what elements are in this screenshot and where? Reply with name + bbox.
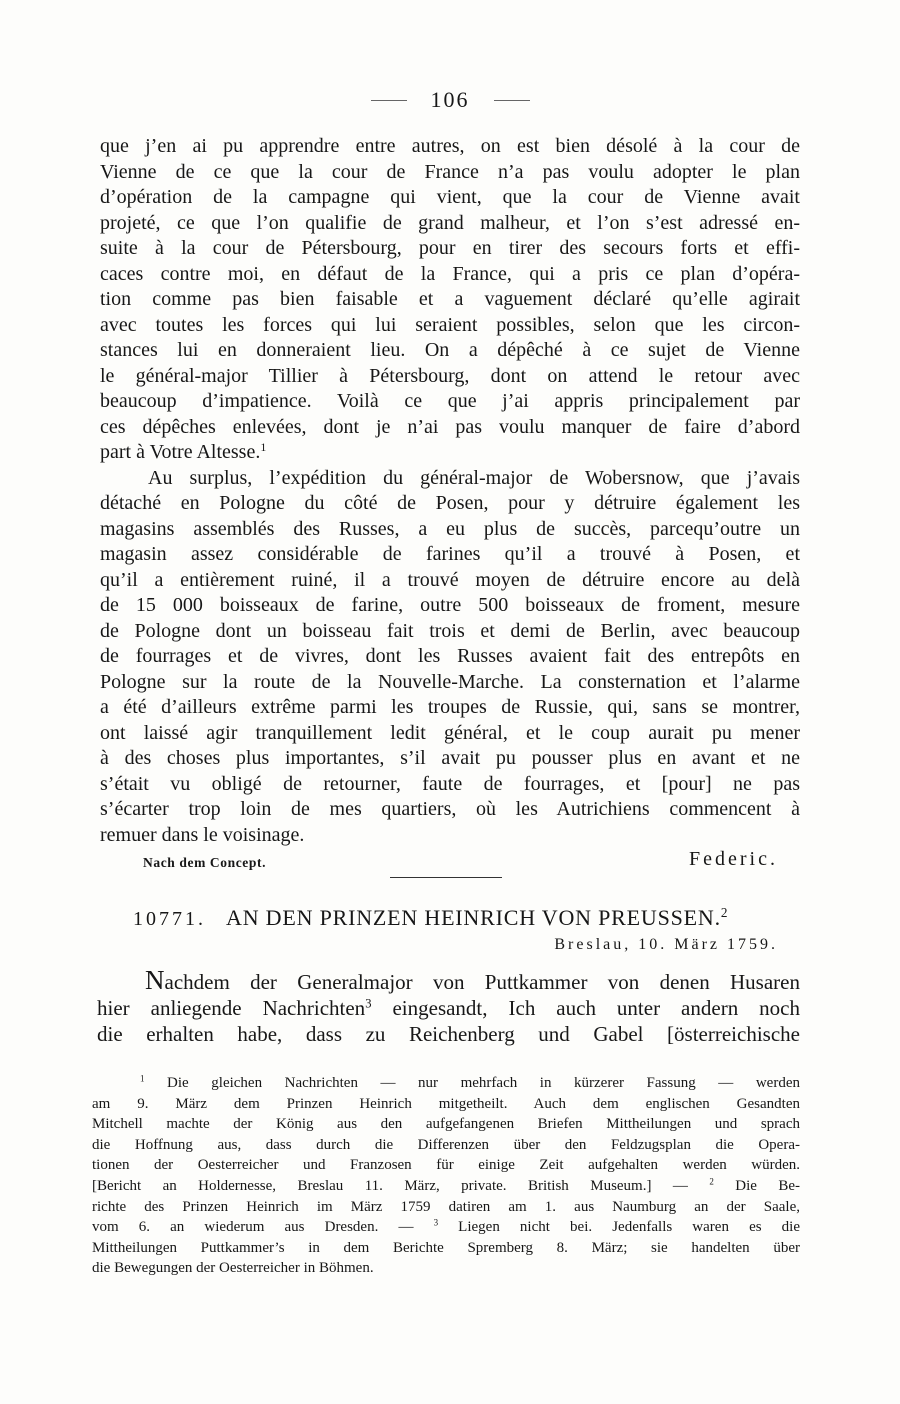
letter-addressee bbox=[226, 905, 728, 931]
letter-body-german bbox=[97, 967, 800, 1047]
text-line: Pologne sur la route de la Nouvelle-Marche. La consternation et l’alarme bbox=[100, 670, 800, 693]
source-note: Nach dem Concept. bbox=[143, 855, 267, 870]
text-line: stances lui en donneraient lieu. On a dépêché à ce sujet de Vienne bbox=[100, 339, 800, 361]
text-line: richte des Prinzen Heinrich im März 1759 datiren am 1. aus Naumburg an der Saale, bbox=[92, 1198, 800, 1215]
text-line: Vienne de ce que la cour de France n’a pas voulu adopter le plan bbox=[100, 160, 800, 183]
dateline: Breslau, 10. März 1759. bbox=[554, 936, 778, 953]
text-line: Mitchell machte der König aus den aufgefangenen Briefen Mittheilungen und sprach bbox=[92, 1116, 800, 1133]
paragraph bbox=[100, 466, 800, 849]
text-line: [Bericht an Holdernesse, Breslau 11. März, private. British Museum.] — $^2$ Die Be- bbox=[92, 1176, 800, 1194]
footnote-block bbox=[92, 1073, 800, 1279]
text-line: qu’il a entièrement ruiné, il a trouvé moyen de détruire encore au delà bbox=[100, 568, 800, 591]
letter-addressee-text: AN DEN PRINZEN HEINRICH VON PREUSSEN. bbox=[226, 905, 721, 930]
text-line: remuer dans le voisinage. bbox=[100, 823, 305, 846]
text-line: détaché en Pologne du côté de Posen, pour y détruire également les bbox=[100, 492, 800, 514]
text-line: tion comme pas bien faisable et a vaguement déclaré qu’elle agirait bbox=[100, 288, 800, 310]
text-line: $^1$ Die gleichen Nachrichten — nur mehrfach in kürzerer Fassung — werden bbox=[140, 1073, 800, 1091]
text-line: le général-major Tillier à Pétersbourg, dont on attend le retour avec bbox=[100, 364, 800, 387]
letter-heading bbox=[133, 905, 728, 931]
text-line: projeté, ce que l’on qualifie de grand malheur, et l’on s’est adressé en- bbox=[100, 211, 800, 234]
text-line: ont laissé agir tranquillement ledit général, et le coup aurait pu mener bbox=[100, 721, 800, 744]
footnote-marker: 1 bbox=[260, 439, 267, 454]
text-line: d’opération de la campagne qui vient, que la cour de Vienne avait bbox=[100, 186, 800, 208]
text-line: de Pologne dont un boisseau fait trois et demi de Berlin, avec beaucoup bbox=[100, 619, 800, 642]
text-line: que j’en ai pu apprendre entre autres, on est bien désolé à la cour de bbox=[100, 135, 800, 157]
header-rule-right bbox=[494, 100, 530, 101]
text-line: Mittheilungen Puttkammer’s in dem Berichte Spremberg 8. März; sie handelten über bbox=[92, 1239, 800, 1256]
text-line: die Hoffnung aus, dass durch die Differenzen über den Feldzugsplan die Opera- bbox=[92, 1136, 800, 1153]
letter-body-french bbox=[100, 134, 800, 848]
text-line: ces dépêches enlevées, dont je n’ai pas voulu manquer de faire d’abord bbox=[100, 415, 800, 438]
text-line: à des choses plus importantes, s’il avait pu pousser plus en avant et ne bbox=[100, 747, 800, 769]
page-header bbox=[0, 87, 900, 113]
text-line: part à Votre Altesse.$^1$ bbox=[100, 439, 267, 463]
text-line: am 9. März dem Prinzen Heinrich mitgetheilt. Auch dem englischen Gesandten bbox=[92, 1095, 800, 1112]
text-line: die erhalten habe, dass zu Reichenberg und Gabel [österreichische bbox=[97, 1022, 800, 1046]
text-line: hier anliegende Nachrichten$^3$ eingesandt, Ich auch unter andern noch bbox=[97, 996, 800, 1020]
text-line: s’était vu obligé de retourner, faute de fourrages, et [pour] ne pas bbox=[100, 772, 800, 795]
text-line: vom 6. an wiederum aus Dresden. — $^3$ Liegen nicht bei. Jedenfalls waren es die bbox=[92, 1217, 800, 1236]
footnote-marker: 2 bbox=[709, 1176, 714, 1187]
text-line: s’écarter trop loin de mes quartiers, où les Autrichiens commencent à bbox=[100, 798, 800, 820]
text-line: die Bewegungen der Oesterreicher in Böhmen. bbox=[92, 1260, 374, 1277]
footnote-marker: 3 bbox=[365, 996, 372, 1011]
text-line: magasin assez considérable de farines qu’il a trouvé à Posen, et bbox=[100, 543, 800, 565]
page-number: 106 bbox=[430, 87, 470, 112]
letter-number: 10771. bbox=[133, 908, 206, 930]
text-line: tionen der Oesterreicher und Franzosen für einige Zeit aufgehalten werden würden. bbox=[92, 1157, 800, 1174]
paragraph bbox=[97, 967, 800, 1047]
text-line: avec toutes les forces qui lui seraient possibles, selon que les circon- bbox=[100, 313, 800, 336]
footnote-marker: 1 bbox=[140, 1073, 145, 1084]
signature: Federic. bbox=[689, 848, 778, 870]
text-line: de 15 000 boisseaux de farine, outre 500 boisseaux de froment, mesure bbox=[100, 594, 800, 616]
header-rule-left bbox=[371, 100, 407, 101]
footnote-marker: 2 bbox=[720, 905, 729, 921]
text-line: suite à la cour de Pétersbourg, pour en tirer des secours forts et effi- bbox=[100, 237, 800, 259]
paragraph bbox=[100, 134, 800, 466]
text-line: a été d’ailleurs extrême parmi les troupes de Russie, qui, sans se montrer, bbox=[100, 696, 800, 718]
text-line: caces contre moi, en défaut de la France, qui a pris ce plan d’opéra- bbox=[100, 262, 800, 285]
text-line: beaucoup d’impatience. Voilà ce que j’ai appris principalement par bbox=[100, 390, 800, 412]
text-line: Au surplus, l’expédition du général-major de Wobersnow, que j’avais bbox=[148, 466, 800, 489]
footnote-marker: 3 bbox=[433, 1217, 439, 1228]
footnotes bbox=[92, 1073, 800, 1279]
text-line: de fourrages et de vivres, dont les Russes avaient fait des entrepôts en bbox=[100, 645, 800, 667]
text-line: Nachdem der Generalmajor von Puttkammer von denen Husaren bbox=[145, 965, 800, 995]
text-line: magasins assemblés des Russes, a eu plus de succès, parcequ’outre un bbox=[100, 517, 800, 540]
section-divider bbox=[390, 877, 502, 878]
